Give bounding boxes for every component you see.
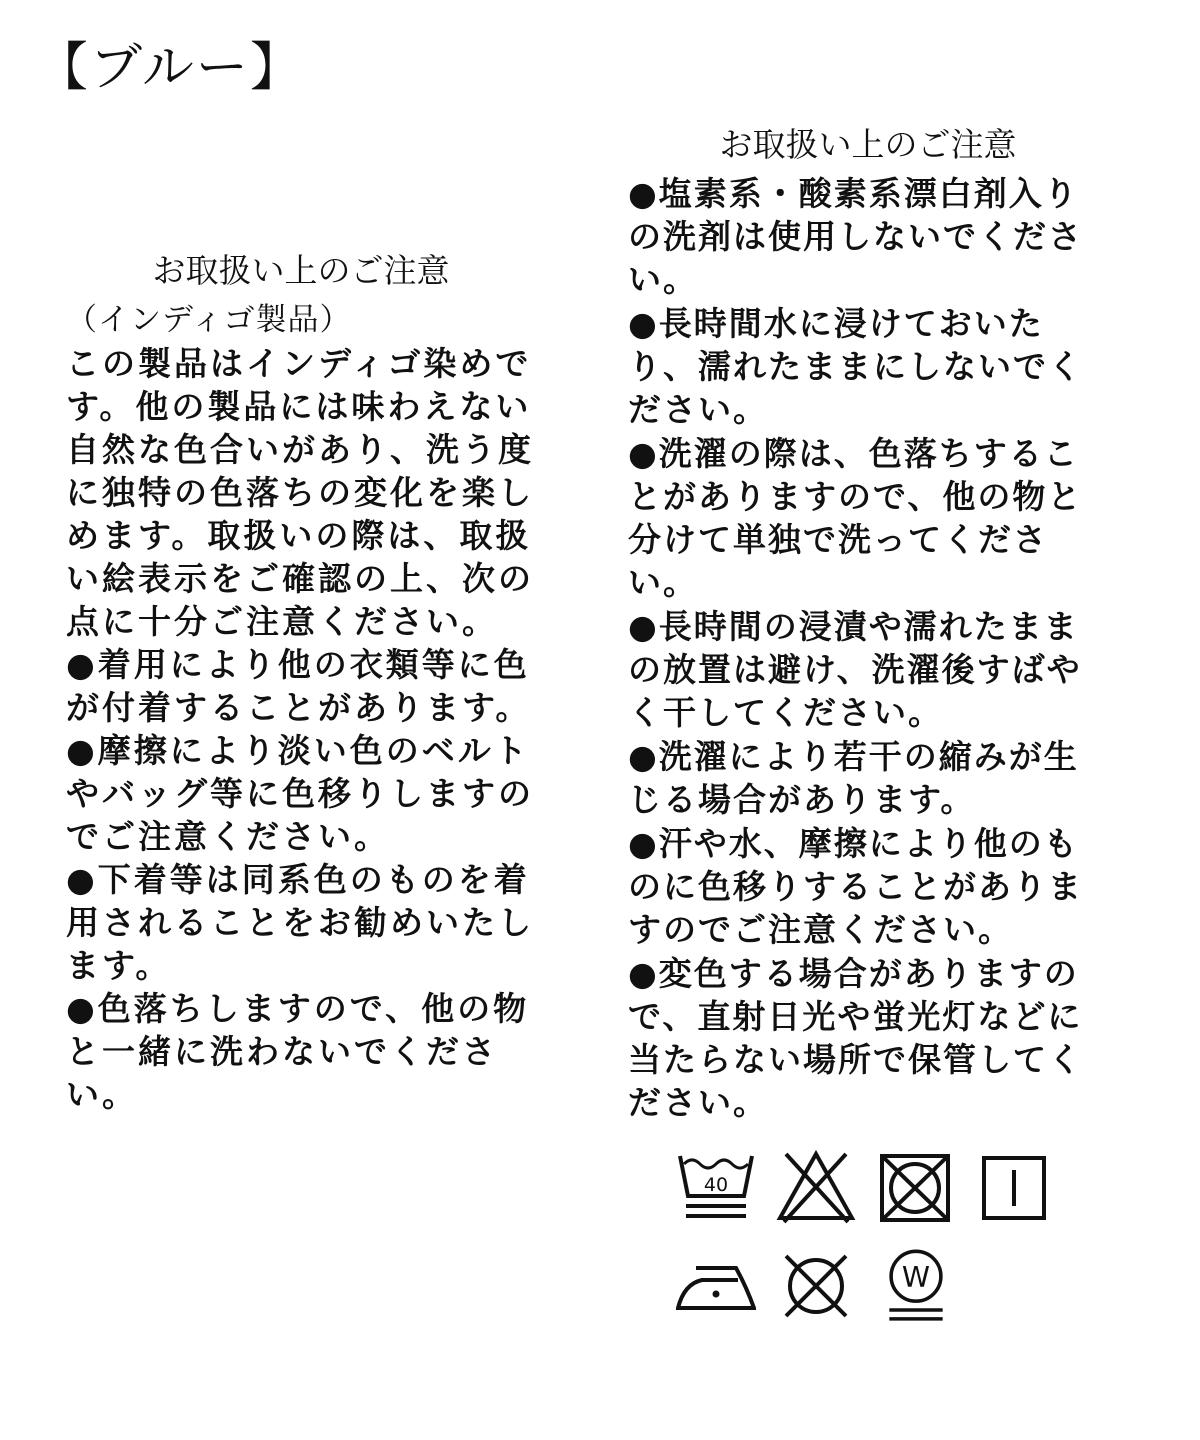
do-not-bleach-icon: [776, 1148, 856, 1228]
notice-bullet: ●着用により他の衣類等に色が付着することがあります。: [66, 645, 532, 727]
notice-bullet: ●長時間の浸漬や濡れたままの放置は避け、洗濯後すばやく干してください。: [628, 607, 1082, 732]
do-not-dry-clean-icon: [776, 1246, 856, 1326]
notice-bullet: ●洗濯により若干の縮みが生じる場合があります。: [628, 737, 1079, 819]
notice-bullet: ●摩擦により淡い色のベルトやバッグ等に色移りしますのでご注意ください。: [66, 731, 534, 856]
notice-subtitle: （インディゴ製品）: [66, 302, 352, 338]
notice-bullet: ●変色する場合がありますので、直射日光や蛍光灯などに当たらない場所で保管してください。: [628, 954, 1083, 1122]
notice-bullet: ●色落ちしますので、他の物と一緒に洗わないでください。: [66, 989, 530, 1114]
notice-bullet: ●汗や水、摩擦により他のものに色移りすることがありますのでご注意ください。: [628, 824, 1083, 949]
general-care-notice: [628, 122, 1108, 1124]
notice-bullet: ●長時間水に浸けておいたり、濡れたままにしないでください。: [628, 304, 1083, 429]
notice-title: お取扱い上のご注意: [152, 251, 450, 290]
wet-clean-gentle-icon: [876, 1246, 956, 1326]
wash-40-gentle-icon: [676, 1148, 756, 1228]
wash-temp-label: 40: [703, 1174, 729, 1196]
notice-bullet: ●洗濯の際は、色落ちすることがありますので、他の物と分けて単独で洗ってください。: [628, 434, 1083, 602]
care-symbols-row-2: [676, 1246, 1076, 1326]
line-dry-icon: [976, 1148, 1056, 1228]
iron-low-icon: [676, 1246, 756, 1326]
indigo-care-notice: [66, 248, 536, 1116]
do-not-tumble-dry-icon: [876, 1148, 956, 1228]
notice-bullet: ●塩素系・酸素系漂白剤入りの洗剤は使用しないでください。: [628, 174, 1083, 299]
wet-clean-label: W: [901, 1260, 931, 1294]
notice-bullet-list: [628, 172, 1108, 1124]
notice-title: お取扱い上のご注意: [719, 125, 1017, 164]
care-symbols-row-1: [676, 1148, 1076, 1228]
care-symbols: [676, 1148, 1076, 1344]
notice-bullet: ●下着等は同系色のものを着用されることをお勧めいたします。: [66, 860, 534, 985]
notice-bullet-list: [66, 643, 536, 1116]
color-variant-label: 【ブルー】: [36, 38, 304, 98]
notice-intro: この製品はインディゴ染めです。他の製品には味わえない自然な色合いがあり、洗う度に独特の色落ちの変化を楽しめます。取扱いの際は、取扱い絵表示をご確認の上、次の点に十分ご注意ください。: [66, 344, 534, 641]
